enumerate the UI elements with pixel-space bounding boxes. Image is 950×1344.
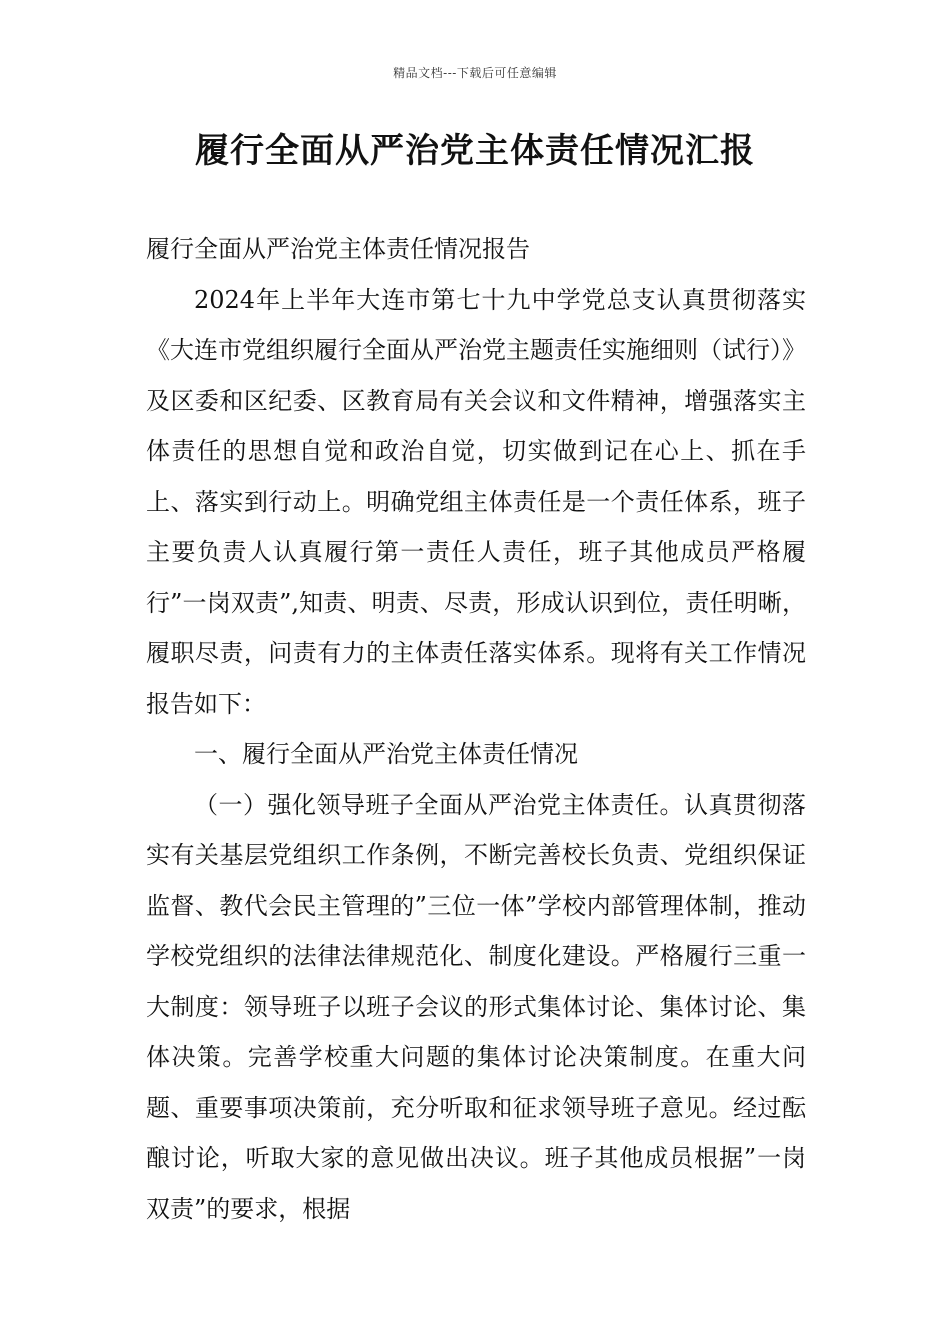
document-title: 履行全面从严治党主体责任情况汇报 (195, 131, 755, 171)
header-note: 精品文档---下载后可任意编辑 (393, 66, 557, 80)
document-body (146, 224, 806, 1234)
document-subtitle: 履行全面从严治党主体责任情况报告 (146, 235, 530, 263)
paragraph-intro: 2024年上半年大连市第七十九中学党总支认真贯彻落实《大连市党组织履行全面从严治党主题责任实施细则（试行）》及区委和区纪委、区教育局有关会议和文件精神，增强落实主体责任的思想自觉和政治自觉，切实做到记在心上、抓在手上、落实到行动上。明确党组主体责任是一个责任体系，班子主要负责人认真履行第一责任人责任，班子其他成员严格履行”一岗双责”,知责、明责、尽责，形成认识到位，责任明晰，履职尽责，问责有力的主体责任落实体系。现将有关工作情况报告如下： (146, 285, 806, 718)
paragraph-section-1-1: （一）强化领导班子全面从严治党主体责任。认真贯彻落实有关基层党组织工作条例，不断完善校长负责、党组织保证监督、教代会民主管理的”三位一体”学校内部管理体制，推动学校党组织的法律法律规范化、制度化建设。严格履行三重一大制度：领导班子以班子会议的形式集体讨论、集体讨论、集体决策。完善学校重大问题的集体讨论决策制度。在重大问题、重要事项决策前，充分听取和征求领导班子意见。经过酝酿讨论，听取大家的意见做出决议。班子其他成员根据”一岗双责”的要求，根据 (146, 790, 806, 1223)
section-heading-1: 一、履行全面从严治党主体责任情况 (194, 740, 578, 768)
